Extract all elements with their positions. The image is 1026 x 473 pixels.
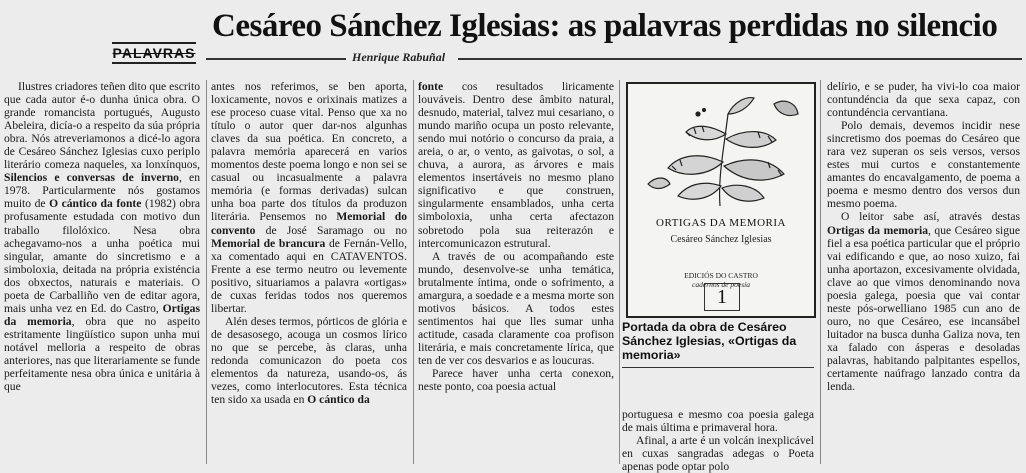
photo-caption: Portada da obra de Cesáreo Sánchez Iglesias, «Ortigas da memoria»	[622, 320, 797, 362]
text-run: Ilustres criadores teñen dito que escrito que cada autor é-o dunha única obra. O grande romancista portugués, Augusto Abeleira, dicía-o a respeito da súa própria obra. Nós atreveriamonos a dicé-lo agora de Cesáreo Sánchez Iglesias cuxo periplo literário comeza naqueles, xa lonxínquos,	[4, 80, 200, 172]
paragraph: Afinal, a arte é un volcán inexplicável en cuxas sangradas adegas o Poeta apenas pode optar polo	[622, 434, 814, 473]
column-rule	[820, 80, 821, 464]
article-column-5	[827, 80, 1020, 464]
byline: Henrique Rabuñal	[352, 50, 446, 64]
text-run: , que Cesáreo sigue fiel a esa poética particular que el próprio vai edificando e que, ao noso xuizo, fai unha aportazon, excesivamente olvidada, clave ao que vimos denominando nova poesia galega, poesia que vai contar neste pós-orwelliano 1985 cun ano de ouro, no que Cesáreo, ese incansábel luitador na busca dunha Galiza nova, ten xa falado con ásperas e desoladas palavras, habitando palpitantes espellos, certamente naúfrago lanzado contra da lenda.	[827, 223, 1020, 394]
book-title: Silencios e conversas de inverno	[4, 171, 179, 185]
paragraph: portuguesa e mesmo coa poesia galega de mais última e primaveral hora.	[622, 408, 814, 435]
text-run: de Fernán-Vello, xa comentado aqui en CATAVENTOS. Frente a ese termo neutro ou levemente positivo, situariamos a palavra «ortigas» de cuxas feridas todos nos queremos libertar.	[211, 236, 407, 315]
paragraph: Polo demais, devemos incidir nese sincretismo dos poemas do Cesáreo que rara vez superan os seis versos, versos estes mui curtos e constantemente amantes do encavalgamento, de poema a poema e mesmo dentro dos versos dun mesmo poema.	[827, 119, 1020, 211]
cover-number: 1	[704, 283, 740, 311]
book-title: fonte	[418, 80, 444, 93]
cover-author: Cesáreo Sánchez Iglesias	[670, 234, 772, 245]
column-rule	[619, 80, 620, 464]
text-run: , en 1978. Particularmente nós gostamos muito de	[4, 171, 200, 211]
text-run: de José Saramago ou no	[255, 223, 407, 237]
headline: Cesáreo Sánchez Iglesias: as palavras perdidas no silencio	[212, 8, 998, 44]
text-run: , obra que no aspeito estritamente lingüístico supon unha mui notável melloria a respeito de obras anteriores, nas que literariamente se funde perfeitamente nesa obra única e unitária à que	[4, 314, 200, 394]
text-run: cos resultados liricamente louváveis. Dentro dese âmbito natural, desnudo, material, talvez mui cesariano, o mundo mariño ocupa un posto relevante, sendo mui notório o concurso da praia, a areia, o ar, o vento, as gaivotas, o sol, a chuva, a aurora, as árvores e mais elementos insertáveis no mesmo plano significativo e que construen, singularmente ensamblados, unha certa simboloxia, unha certa afectazon sobretodo pola sua reiterazón e intercomunicazon estrutural.	[418, 80, 614, 250]
section-tag: PALAVRAS	[112, 42, 196, 64]
text-run: O leitor sabe así, através destas	[841, 210, 1020, 224]
article-column-2	[211, 80, 407, 464]
column-rule	[206, 80, 207, 464]
book-title: O cántico da	[307, 393, 370, 407]
cover-title: ORTIGAS DA MEMORIA	[656, 217, 786, 229]
text-run: Alén deses termos, pórticos de glória e de desasosego, acouga un cosmos lírico no que se percebe, às claras, unha redonda comunicazon do poeta cos elementos da natureza, usando-os, ás vezes, como interlocutores. Esta técnica ten sido xa usada en	[211, 314, 407, 407]
paragraph: Parece haver unha certa conexon, neste ponto, coa poesia actual	[418, 367, 614, 394]
publisher-name: EDICIÓS DO CASTRO	[684, 271, 758, 280]
book-title: O cántico da fonte	[49, 197, 142, 211]
series-name: cadernos de poesía	[692, 280, 750, 289]
paragraph: delírio, e se puder, ha vivi-lo coa maior contundéncia da que sexa capaz, con contundéncia cervantiana.	[827, 80, 1020, 120]
book-title: Ortigas da memoria	[4, 301, 200, 328]
column-rule	[413, 80, 414, 464]
byline-rule-right	[458, 58, 1022, 60]
book-title: Memorial do convento	[211, 210, 407, 237]
article-column-1	[4, 80, 200, 464]
article-column-3	[418, 80, 614, 464]
book-cover-image	[626, 82, 816, 318]
article-column-4	[622, 408, 814, 473]
paragraph: A través de ou acompañando este mundo, desenvolve-se unha temática, brutalmente íntima, onde o sofrimento, a amargura, a soedade e a mesma morte son motivos básicos. A todos estes sentimentos hai que lles sumar unha actitude, casada claramente coa profison literária, e mais concretamente lírica, que ten de ver cos desvarios e as loucuras.	[418, 249, 614, 367]
text-run: antes nos referimos, se ben aporta, loxicamente, novos e orixinais matizes a ese proceso cuase vital. Penso que xa no título o autor quer dar-nos algunhas claves da sua poética. En concreto, a palavra memória aparecerá en varios momentos deste poema longo e non sei se casual ou incasualmente a palavra memória (e formas derivadas) sulcan unha boa parte dos títulos da produzon literária. Pensemos no	[211, 80, 407, 224]
caption-rule	[622, 367, 814, 368]
byline-rule-left	[206, 58, 346, 60]
book-title: Ortigas da memoria	[827, 223, 929, 237]
text-run: (1982) obra profusamente estudada con motivo dun traballo filolóxico. Nesa obra achegavamo-nos a unha poética mui singular, amante do sincretismo e a simboloxia, deitada na própria existéncia dos obxectos, naturais e materiais. O poeta de Carballiño ven de editar agora, mais unha vez en Ed. do Castro,	[4, 197, 200, 315]
book-title: Memorial de brancura	[211, 236, 326, 250]
